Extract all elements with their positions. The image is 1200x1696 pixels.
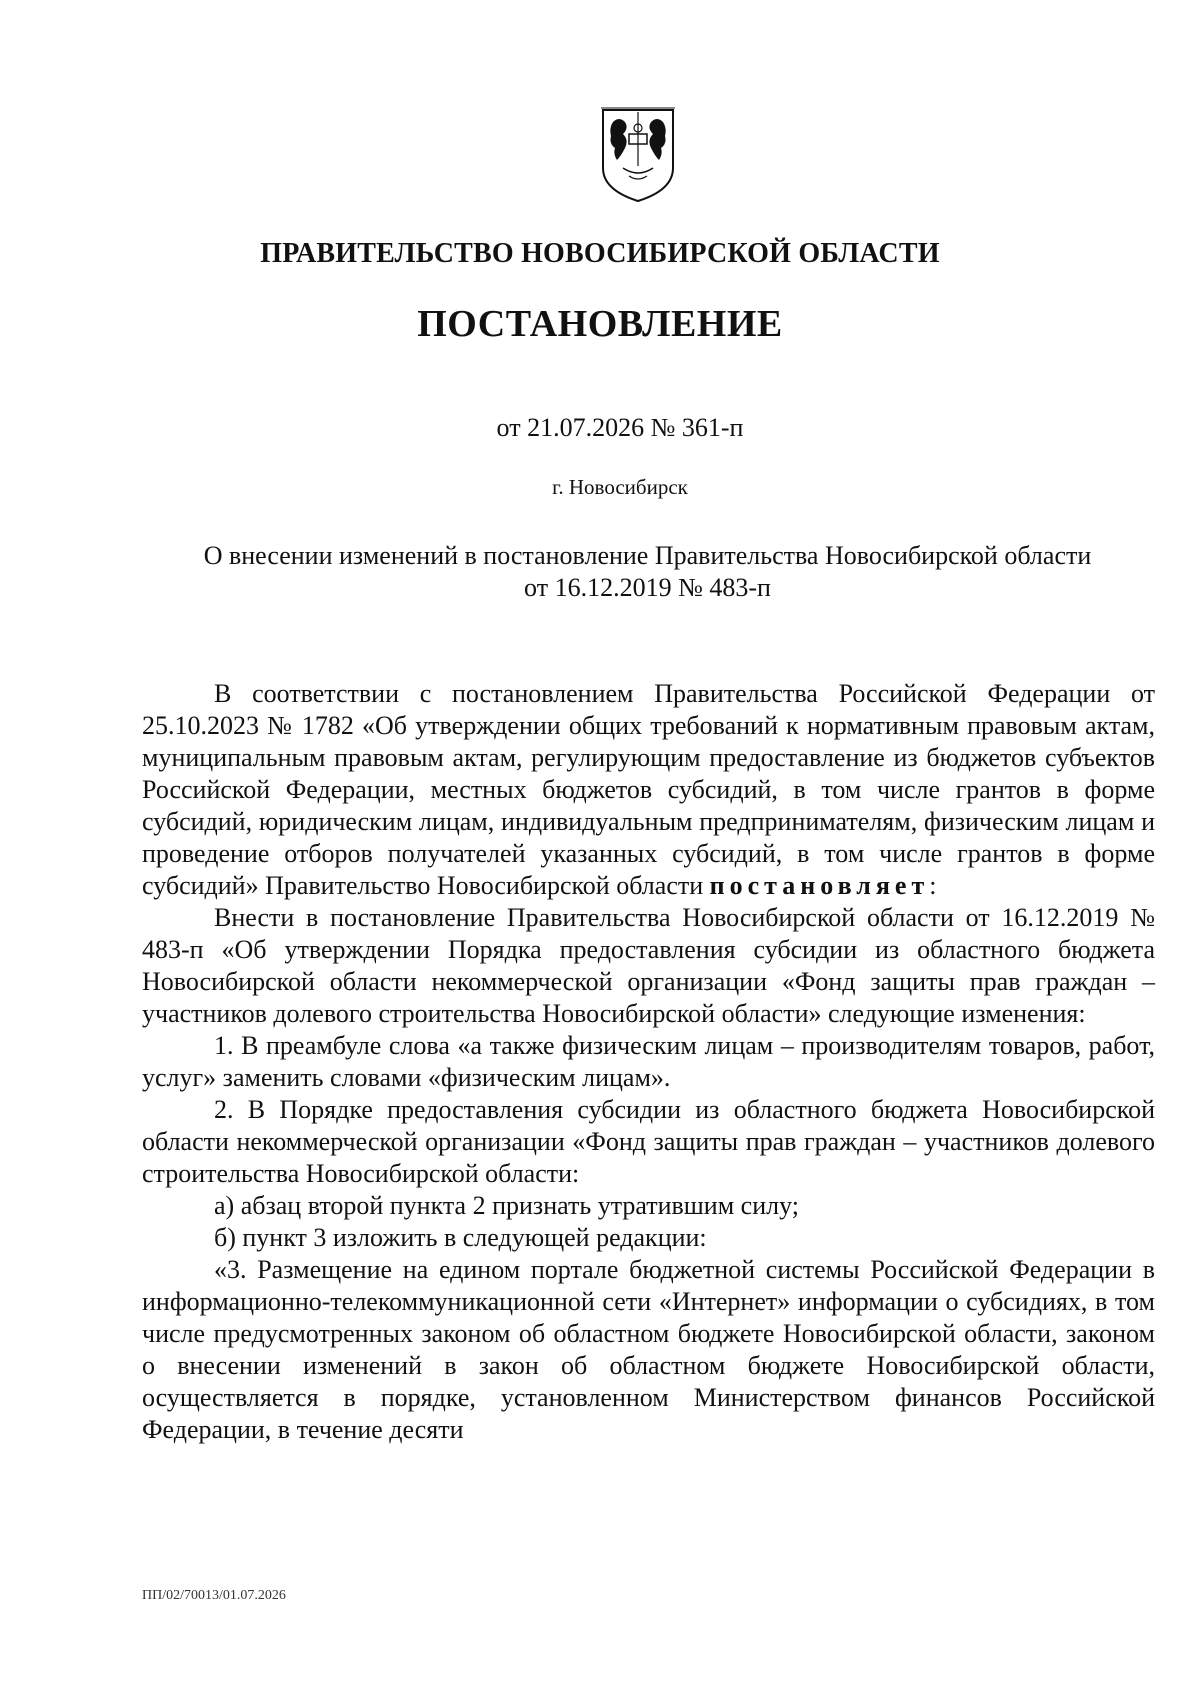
document-date-number: от 21.07.2026 № 361-п <box>496 413 744 442</box>
paragraph-subitem-a: а) абзац второй пункта 2 признать утратившим силу; <box>214 1191 799 1220</box>
document-subject <box>140 540 1155 604</box>
document-type: ПОСТАНОВЛЕНИЕ <box>417 303 783 345</box>
organization-name: ПРАВИТЕЛЬСТВО НОВОСИБИРСКОЙ ОБЛАСТИ <box>260 238 940 269</box>
resolves-word: постановляет <box>709 871 930 900</box>
coat-of-arms-icon <box>599 106 677 204</box>
document-city: г. Новосибирск <box>552 475 688 499</box>
paragraph-preamble <box>142 678 1155 902</box>
paragraph-item-1: 1. В преамбуле слова «а также физическим лицам – производителям товаров, работ, услуг» заменить словами «физическим лицам». <box>142 1031 1155 1092</box>
paragraph-subitem-b: б) пункт 3 изложить в следующей редакции: <box>214 1223 707 1252</box>
paragraph-point-3: «3. Размещение на едином портале бюджетной системы Российской Федерации в информационно-телекоммуникационной сети «Интернет» информации о субсидиях, в том числе предусмотренных законом об областном бюджете Новосибирской области, законом о внесении изменений в закон об областном бюджете Новосибирской области, осуществляется в порядке, установленном Министерством финансов Российской Федерации, в течение десяти <box>142 1255 1155 1444</box>
paragraph-item-2: 2. В Порядке предоставления субсидии из областного бюджета Новосибирской области некоммерческой организации «Фонд защиты прав граждан – участников долевого строительства Новосибирской области: <box>142 1095 1155 1188</box>
preamble-text: В соответствии с постановлением Правительства Российской Федерации от 25.10.2023 № 1782 «Об утверждении общих требований к нормативным правовым актам, муниципальным правовым актам, регулирующим предоставление из бюджетов субъектов Российской Федерации, местных бюджетов субсидий, в том числе грантов в форме субсидий, юридическим лицам, индивидуальным предпринимателям, физическим лицам и проведение отборов получателей указанных субсидий, в том числе грантов в форме субсидий» Правительство Новосибирской области <box>142 679 1155 900</box>
document-footer-code: ПП/02/70013/01.07.2026 <box>142 1588 286 1603</box>
document-body <box>142 678 1155 1446</box>
paragraph-amend-intro: Внести в постановление Правительства Новосибирской области от 16.12.2019 № 483-п «Об утверждении Порядка предоставления субсидии из областного бюджета Новосибирской области некоммерческой организации «Фонд защиты прав граждан – участников долевого строительства Новосибирской области» следующие изменения: <box>142 903 1155 1028</box>
subject-line-2: от 16.12.2019 № 483-п <box>524 573 771 602</box>
subject-line-1: О внесении изменений в постановление Правительства Новосибирской области <box>203 541 1092 570</box>
preamble-colon: : <box>929 871 937 900</box>
